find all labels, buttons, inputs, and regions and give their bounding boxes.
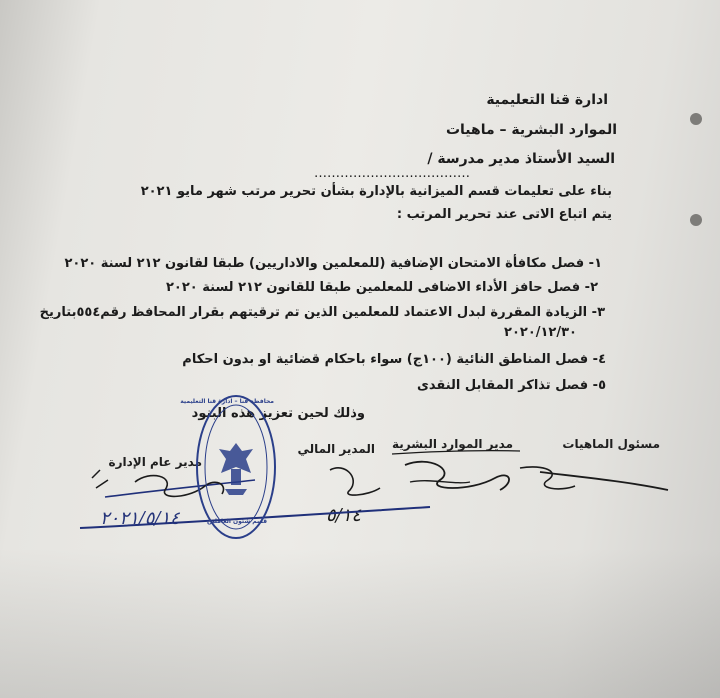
stamp-ring-text: محافظة قنا – ادارة قنا التعليمية [180,398,274,405]
addressee: السيد الأستاذ مدير مدرسة / [427,151,615,167]
item-5: ٥- فصل تذاكر المقابل النقدى [416,378,606,393]
intro-line-1: بناء على تعليمات قسم الميزانية بالإدارة بشأن تحرير مرتب شهر مايو ٢٠٢١ [140,184,612,199]
signature-label-hr: مدير الموارد البشرية [391,437,513,451]
intro-line-2: يتم اتباع الاتى عند تحرير المرتب : [396,207,612,222]
department-name: الموارد البشرية – ماهيات [445,122,617,138]
signature-label-payroll: مسئول الماهيات [562,437,660,451]
item-1: ١- فصل مكافأة الامتحان الإضافية (للمعلمين والاداريين) طبقا لقانون ٢١٢ لسنة ٢٠٢٠ [64,256,602,271]
item-2: ٢- فصل حافز الأداء الاضافى للمعلمين طبقا للقانون ٢١٢ لسنة ٢٠٢٠ [165,280,598,295]
stamp-bottom-text: قسم شئون العاملين [206,518,268,525]
office-name: ادارة قنا التعليمية [486,92,608,108]
item-3: ٣- الزيادة المقررة لبدل الاعتماد للمعلمين الذين تم ترقيتهم بقرار المحافظ رقم٥٥٤بتاريخ [39,305,605,320]
signature-label-finance: المدير المالي [297,442,375,456]
school-name-dots: ……………………………… [314,166,470,181]
signature-label-general: مدير عام الإدارة [108,455,202,469]
handwritten-date-partial: ٥/١٤ [326,505,362,526]
item-4: ٤- فصل المناطق النائية (١٠٠ج) سواء باحكام قضائية او بدون احكام [182,352,606,367]
item-3-date: ٢٠٢٠/١٢/٣٠ [504,325,577,340]
closing-line: وذلك لحين تعزيز هذه البنود [191,406,365,421]
handwritten-date: ٢٠٢١/٥/١٤ [100,508,180,529]
